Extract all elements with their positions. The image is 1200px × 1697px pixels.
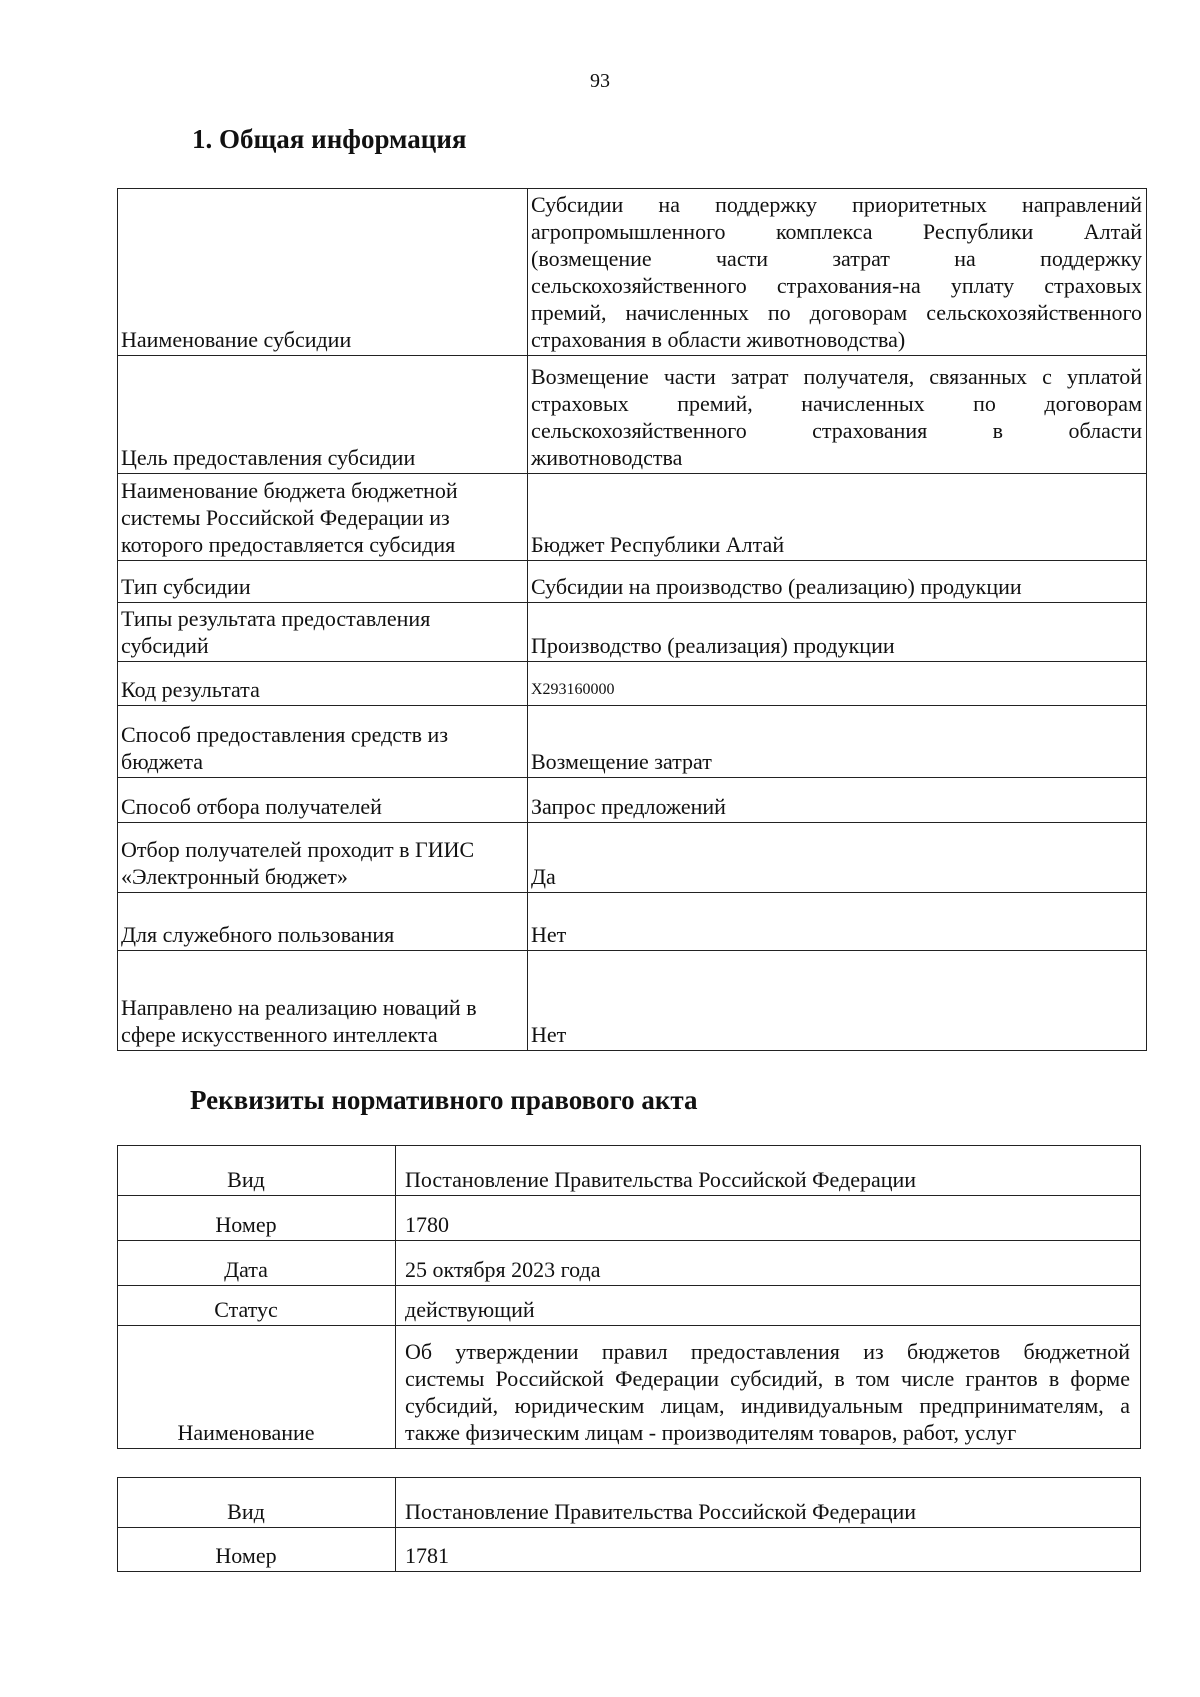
page-number: 93 — [590, 70, 610, 92]
act-key: Вид — [118, 1146, 396, 1196]
act-value: 1781 — [396, 1528, 1141, 1572]
row-label: Цель предоставления субсидии — [118, 356, 528, 474]
section-heading-general: 1. Общая информация — [192, 124, 467, 154]
table-row — [118, 474, 1147, 561]
table-row — [118, 1478, 1141, 1528]
row-value: Субсидии на поддержку приоритетных направлений агропромышленного комплекса Республики Алтай (возмещение части затрат на поддержку сельскохозяйственного страхования-на уплату страховых премий, начисленных по договорам сельскохозяйственного страхования в области животноводства) — [528, 189, 1147, 356]
act-value: 1780 — [396, 1196, 1141, 1241]
act-value: Постановление Правительства Российской Федерации — [396, 1478, 1141, 1528]
act-key: Дата — [118, 1241, 396, 1286]
row-value: Возмещение затрат — [528, 706, 1147, 778]
act-key: Номер — [118, 1528, 396, 1572]
row-value: Производство (реализация) продукции — [528, 603, 1147, 662]
act-value: Постановление Правительства Российской Федерации — [396, 1146, 1141, 1196]
row-value: Запрос предложений — [528, 778, 1147, 823]
row-label: Способ предоставления средств из бюджета — [118, 706, 528, 778]
row-value: Возмещение части затрат получателя, связанных с уплатой страховых премий, начисленных по договорам сельскохозяйственного страхования в области животноводства — [528, 356, 1147, 474]
table-row — [118, 1528, 1141, 1572]
section-heading-acts: Реквизиты нормативного правового акта — [190, 1085, 698, 1115]
table-row — [118, 603, 1147, 662]
table-row — [118, 662, 1147, 706]
legal-act-table-1 — [117, 1145, 1141, 1449]
row-label: Способ отбора получателей — [118, 778, 528, 823]
table-row — [118, 1241, 1141, 1286]
row-value: Субсидии на производство (реализацию) продукции — [528, 561, 1147, 603]
table-row — [118, 893, 1147, 951]
row-label: Код результата — [118, 662, 528, 706]
row-label: Тип субсидии — [118, 561, 528, 603]
table-row — [118, 778, 1147, 823]
table-row — [118, 706, 1147, 778]
row-label: Наименование субсидии — [118, 189, 528, 356]
act-value: действующий — [396, 1286, 1141, 1326]
act-key: Наименование — [118, 1326, 396, 1449]
table-row — [118, 1196, 1141, 1241]
table-row — [118, 1326, 1141, 1449]
table-row — [118, 951, 1147, 1051]
row-value: Нет — [528, 893, 1147, 951]
act-key: Номер — [118, 1196, 396, 1241]
act-value: Об утверждении правил предоставления из бюджетов бюджетной системы Российской Федерации субсидий, в том числе грантов в форме субсидий, юридическим лицам, индивидуальным предпринимателям, а также физическим лицам - производителям товаров, работ, услуг — [396, 1326, 1141, 1449]
table-row — [118, 1286, 1141, 1326]
act-value: 25 октября 2023 года — [396, 1241, 1141, 1286]
row-label: Направлено на реализацию новаций в сфере искусственного интеллекта — [118, 951, 528, 1051]
table-row — [118, 1146, 1141, 1196]
act-key: Вид — [118, 1478, 396, 1528]
row-label: Отбор получателей проходит в ГИИС «Электронный бюджет» — [118, 823, 528, 893]
table-row — [118, 356, 1147, 474]
table-row — [118, 561, 1147, 603]
row-label: Для служебного пользования — [118, 893, 528, 951]
table-row — [118, 189, 1147, 356]
legal-act-table-2 — [117, 1477, 1141, 1572]
general-info-table — [117, 188, 1147, 1051]
row-label: Наименование бюджета бюджетной системы Российской Федерации из которого предоставляется субсидия — [118, 474, 528, 561]
row-label: Типы результата предоставления субсидий — [118, 603, 528, 662]
table-row — [118, 823, 1147, 893]
row-value: Нет — [528, 951, 1147, 1051]
row-value: Бюджет Республики Алтай — [528, 474, 1147, 561]
row-value: Да — [528, 823, 1147, 893]
act-key: Статус — [118, 1286, 396, 1326]
row-value: X293160000 — [528, 662, 1147, 706]
